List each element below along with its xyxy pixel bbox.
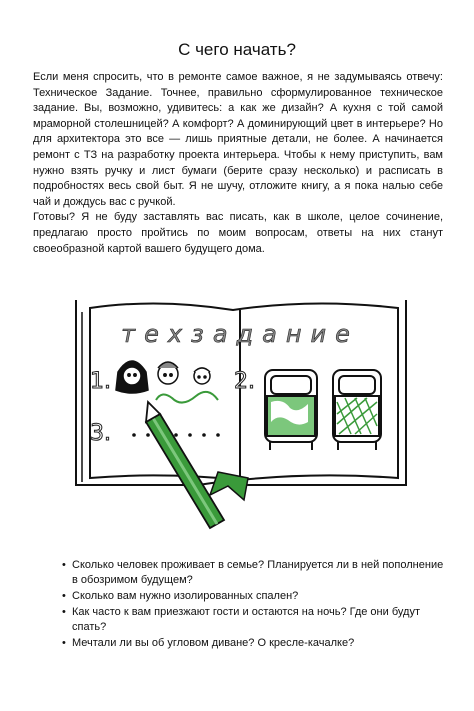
ellipsis-dots: [132, 433, 220, 437]
pencil-icon: [146, 402, 224, 528]
question-item: • Как часто к вам приезжают гости и остаются на ночь? Где они будут спать?: [62, 605, 447, 635]
page-title: С чего начать?: [178, 40, 296, 59]
item-1-number: 1.: [90, 369, 111, 394]
notebook-illustration: [68, 290, 413, 545]
bed-1-icon: [265, 370, 317, 450]
bookmark-ribbon: [210, 472, 248, 500]
intro-paragraph-2: Готовы? Я не буду заставлять вас писать, как в школе, целое сочинение, предлагаю просто пройтись по моим вопросам, ответы на них станут своеобразной картой вашего будущего дома.: [33, 211, 443, 255]
question-item: • Сколько вам нужно изолированных спален?: [62, 589, 447, 604]
bed-2-icon: [333, 370, 381, 450]
intro-text: [33, 70, 443, 257]
intro-paragraph-1: Если меня спросить, что в ремонте самое важное, я не задумываясь отвечу: Техническое Задание. Точнее, правильно сформулированное техническое задание. Вы, возможно, удивитесь: а как же дизайн? А кухня с той самой мраморной столешницей? А комфорт? А доминирующий цвет в интерьере? Но для архитектора это все — лишь приятные детали, не более. А начинается ремонт с ТЗ на разработку проекта интерьера. Чтобы к нему приступить, вам нужно взять ручку и лист бумаги (берите сразу несколько) и расписать в подробностях весь свой быт. Я не шучу, отложите книгу, а я пока налью себе чай и дождусь вас с ручкой.: [33, 71, 443, 208]
illustration-heading: техзадание: [121, 320, 359, 348]
item-3-number: 3.: [90, 421, 111, 446]
question-item: • Мечтали ли вы об угловом диване? О кресле-качалке?: [62, 636, 447, 651]
scribble-line: [156, 392, 218, 403]
item-2-number: 2.: [234, 369, 255, 394]
family-faces-icon: [116, 361, 210, 393]
question-list: [62, 558, 447, 652]
question-item: • Сколько человек проживает в семье? Планируется ли в ней пополнение в обозримом будущем?: [62, 558, 447, 588]
